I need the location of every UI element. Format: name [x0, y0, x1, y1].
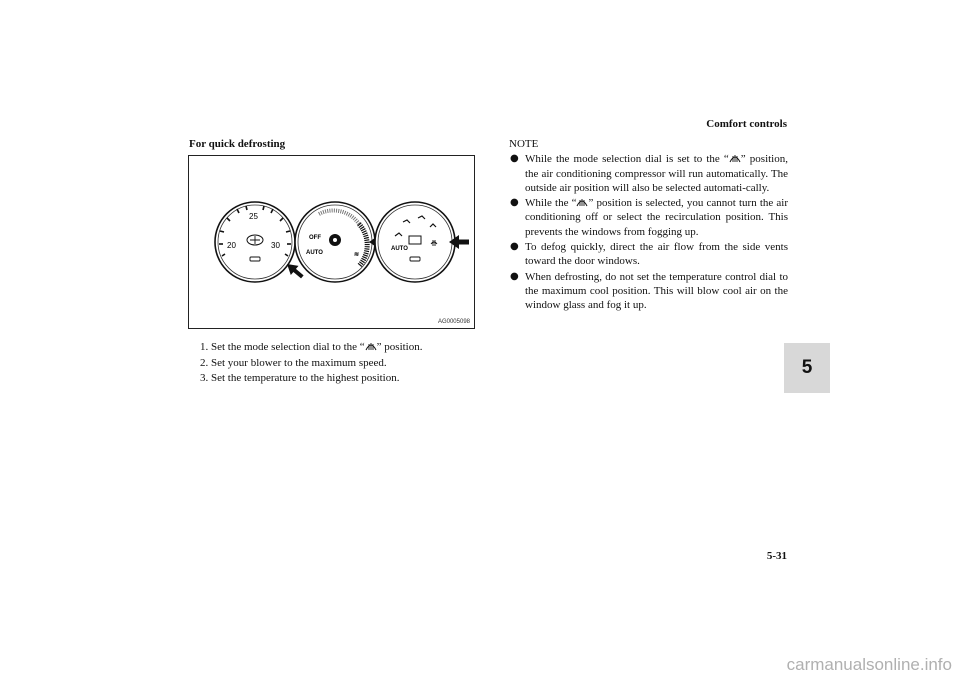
fan-label-off: OFF	[309, 235, 321, 241]
defroster-icon	[365, 341, 377, 351]
step-item: 3. Set the temperature to the highest position.	[200, 372, 400, 384]
note-item	[509, 196, 788, 239]
step-text: 1. Set the mode selection dial to the “	[200, 341, 365, 353]
note-text: To defog quickly, direct the air flow from the side vents toward the door windows.	[525, 241, 788, 268]
climate-panel-illustration	[189, 156, 474, 328]
chapter-tab-label: 5	[801, 357, 813, 378]
note-block	[509, 137, 788, 314]
bullet-icon: ●	[510, 241, 519, 253]
mode-label-auto: AUTO	[391, 246, 408, 252]
climate-control-figure	[188, 155, 475, 329]
figure-code: AG0005098	[437, 319, 470, 325]
note-text: While the “	[525, 197, 577, 210]
temp-label-high: 30	[271, 241, 280, 250]
chapter-tab	[784, 343, 830, 393]
note-text: When defrosting, do not set the temperature control dial to the maximum cool position. This will blow cool air on the window glass and fog it up.	[525, 270, 788, 312]
note-item	[509, 270, 788, 313]
note-text: ” position, the air conditioning compressor will run automatically. The outside air position will also be selected automati-cally.	[525, 153, 788, 194]
step-text: ” position.	[376, 341, 423, 353]
fan-max-icon: ≋	[354, 252, 360, 258]
fan-label-auto: AUTO	[306, 250, 323, 256]
bullet-icon: ●	[510, 270, 519, 282]
note-item	[509, 240, 788, 269]
page-number: 5-31	[766, 550, 787, 562]
bullet-icon: ●	[510, 197, 519, 209]
bullet-icon: ●	[510, 153, 519, 165]
mode-selection-dial	[375, 202, 455, 282]
section-heading: For quick defrosting	[189, 138, 286, 150]
note-item	[509, 152, 788, 195]
step-item: 2. Set your blower to the maximum speed.	[200, 356, 387, 369]
fan-icon	[329, 234, 341, 246]
note-text: While the mode selection dial is set to the “	[525, 153, 729, 166]
header-title: Comfort controls	[706, 118, 787, 130]
fan-speed-dial	[295, 202, 375, 282]
temp-label-mid: 25	[249, 212, 258, 221]
steps-list	[200, 340, 490, 387]
defroster-icon	[576, 197, 588, 207]
temp-label-low: 20	[227, 241, 236, 250]
temperature-dial	[215, 202, 295, 282]
footer-watermark: carmanualsonline.info	[786, 655, 952, 674]
step-item	[200, 340, 490, 356]
note-title: NOTE	[509, 138, 539, 150]
note-text: ” position is selected, you cannot turn the air conditioning off or select the recirculation position. This prevents the windows from fogging up.	[525, 197, 789, 238]
defroster-icon	[729, 153, 741, 163]
